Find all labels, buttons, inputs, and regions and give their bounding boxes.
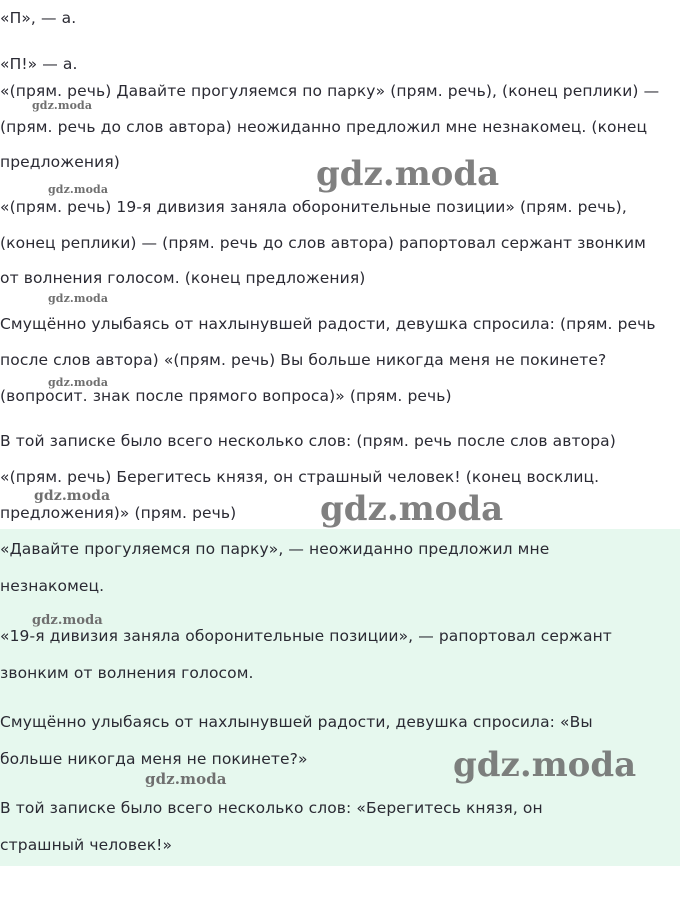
analysis-line: «(прям. речь) Берегитесь князя, он страшный человек! (конец восклиц. bbox=[0, 468, 600, 486]
answer-line: страшный человек!» bbox=[0, 836, 173, 854]
analysis-line: предложения)» (прям. речь) bbox=[0, 504, 237, 522]
scheme-line: «П», — а. bbox=[0, 9, 77, 27]
analysis-line: В той записке было всего несколько слов: (прям. речь после слов автора) bbox=[0, 432, 616, 450]
answer-line: больше никогда меня не покинете?» bbox=[0, 750, 308, 768]
watermark-small: gdz.moda bbox=[32, 99, 93, 112]
watermark-small: gdz.moda bbox=[145, 770, 227, 788]
answer-line: «Давайте прогуляемся по парку», — неожиданно предложил мне bbox=[0, 540, 550, 558]
answer-line: звонким от волнения голосом. bbox=[0, 664, 254, 682]
analysis-line: (прям. речь до слов автора) неожиданно предложил мне незнакомец. (конец bbox=[0, 118, 648, 136]
analysis-line: (конец реплики) — (прям. речь до слов автора) рапортовал сержант звонким bbox=[0, 234, 646, 252]
watermark-large: gdz.moda bbox=[453, 745, 637, 785]
analysis-line: от волнения голосом. (конец предложения) bbox=[0, 269, 366, 287]
answer-line: Смущённо улыбаясь от нахлынувшей радости, девушка спросила: «Вы bbox=[0, 713, 593, 731]
watermark-large: gdz.moda bbox=[320, 489, 504, 529]
analysis-line: после слов автора) «(прям. речь) Вы больше никогда меня не покинете? bbox=[0, 351, 607, 369]
scheme-line: «П!» — а. bbox=[0, 55, 78, 73]
watermark-small: gdz.moda bbox=[32, 613, 103, 628]
watermark-large: gdz.moda bbox=[316, 154, 500, 194]
analysis-line: Смущённо улыбаясь от нахлынувшей радости, девушка спросила: (прям. речь bbox=[0, 315, 656, 333]
watermark-small: gdz.moda bbox=[48, 376, 109, 389]
watermark-small: gdz.moda bbox=[48, 183, 109, 196]
answer-line: «19-я дивизия заняла оборонительные позиции», — рапортовал сержант bbox=[0, 627, 612, 645]
analysis-line: «(прям. речь) Давайте прогуляемся по парку» (прям. речь), (конец реплики) — bbox=[0, 82, 660, 100]
analysis-line: предложения) bbox=[0, 153, 120, 171]
analysis-line: (вопросит. знак после прямого вопроса)» (прям. речь) bbox=[0, 387, 452, 405]
watermark-small: gdz.moda bbox=[48, 292, 109, 305]
watermark-small: gdz.moda bbox=[34, 488, 111, 504]
answer-line: В той записке было всего несколько слов: «Берегитесь князя, он bbox=[0, 799, 543, 817]
answer-line: незнакомец. bbox=[0, 577, 105, 595]
analysis-line: «(прям. речь) 19-я дивизия заняла оборонительные позиции» (прям. речь), bbox=[0, 198, 627, 216]
